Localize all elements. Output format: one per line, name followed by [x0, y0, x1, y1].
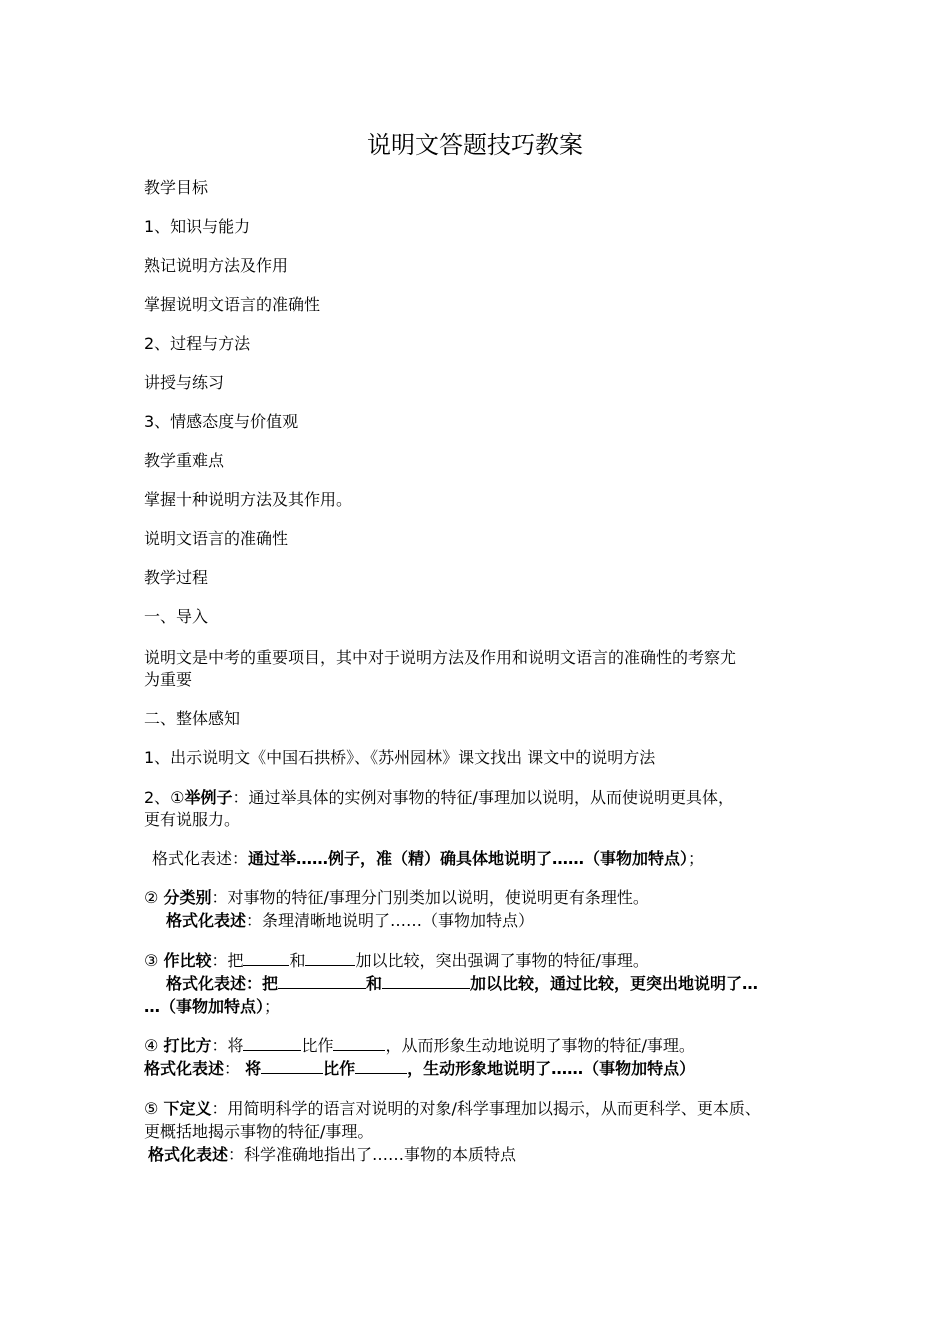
method-define-num: ⑤	[144, 1099, 159, 1118]
method-analogy-num: ④	[144, 1036, 159, 1055]
blank-line	[243, 1035, 301, 1051]
text-segment: 和	[289, 951, 306, 970]
text-segment: ，生动形象地说明了……（事物加特点）	[407, 1059, 696, 1078]
format-text: ：条理清晰地说明了……（事物加特点）	[246, 911, 535, 930]
goal-item-accuracy: 掌握说明文语言的准确性	[144, 295, 321, 314]
format-text: 通过举……例子，准（精）确具体地说明了……（事物加特点）	[248, 849, 689, 868]
method-compare-format-line1	[166, 973, 846, 995]
goal-emotion-values: 3、情感态度与价值观	[144, 412, 299, 431]
text-segment: 比作	[301, 1036, 334, 1055]
section-overall-perception: 二、整体感知	[144, 709, 241, 728]
text-segment: 把	[262, 974, 279, 993]
method-classify-desc: ：对事物的特征/事理分门别类加以说明，使说明更有条理性。	[211, 888, 649, 907]
heading-key-points: 教学重难点	[144, 451, 225, 470]
document-title: 说明文答题技巧教案	[367, 131, 583, 159]
method-define-format	[148, 1144, 828, 1166]
method-compare-format-line2	[144, 996, 824, 1018]
method-define-line2: 更概括地揭示事物的特征/事理。	[144, 1122, 374, 1141]
method-define-name: 下定义	[163, 1099, 212, 1118]
blank-line	[333, 1035, 385, 1051]
blank-line	[305, 950, 355, 966]
method-compare-num: ③	[144, 951, 159, 970]
method-example-line1	[144, 787, 824, 809]
intro-paragraph-line2: 为重要	[144, 670, 193, 689]
goal-item-lecture: 讲授与练习	[144, 373, 225, 392]
text-segment: 加以比较，通过比较，更突出地说明了…	[470, 974, 759, 993]
heading-teaching-process: 教学过程	[144, 568, 209, 587]
heading-teaching-goals: 教学目标	[144, 178, 209, 197]
blank-line	[355, 1058, 407, 1074]
perception-item-1: 1、出示说明文《中国石拱桥》、《苏州园林》课文找出 课文中的说明方法	[144, 748, 656, 767]
method-classify-format	[166, 910, 846, 932]
method-example-desc: ：通过举具体的实例对事物的特征/事理加以说明，从而使说明更具体，	[232, 788, 734, 807]
text-segment: ：	[224, 1059, 241, 1078]
goal-item-methods: 熟记说明方法及作用	[144, 256, 289, 275]
text-segment: 将	[245, 1059, 262, 1078]
goal-knowledge-ability: 1、知识与能力	[144, 217, 251, 236]
method-analogy-name: 打比方	[163, 1036, 212, 1055]
text-segment: 和	[366, 974, 383, 993]
method-classify-num: ②	[144, 888, 159, 907]
intro-paragraph-line1: 说明文是中考的重要项目，其中对于说明方法及作用和说明文语言的准确性的考察尤	[144, 648, 737, 667]
text-segment: ：把	[211, 951, 244, 970]
method-analogy-line1	[144, 1035, 824, 1057]
format-label: 格式化表述：	[166, 974, 263, 993]
format-label: 格式化表述	[166, 911, 247, 930]
method-example-line2: 更有说服力。	[144, 810, 241, 829]
text-segment: ，从而形象生动地说明了事物的特征/事理。	[385, 1036, 695, 1055]
format-label: 格式化表述	[144, 1059, 225, 1078]
text-segment: 比作	[323, 1059, 356, 1078]
format-label: 格式化表述：	[152, 849, 249, 868]
text-segment: …（事物加特点）	[144, 997, 265, 1016]
method-analogy-format	[144, 1058, 824, 1080]
method-example-name: 举例子	[184, 788, 233, 807]
format-label: 格式化表述	[148, 1145, 229, 1164]
method-compare-line1	[144, 950, 824, 972]
method-example-format	[152, 848, 832, 870]
method-classify-name: 分类别	[163, 888, 212, 907]
text-segment: ；	[264, 997, 281, 1016]
method-define-line1	[144, 1098, 824, 1120]
blank-line	[382, 973, 470, 989]
blank-line	[278, 973, 366, 989]
method-example-prefix: 2、①	[144, 788, 185, 807]
text-segment: ：将	[211, 1036, 244, 1055]
key-point-methods: 掌握十种说明方法及其作用。	[144, 490, 353, 509]
method-classify-line1	[144, 887, 824, 909]
format-text: ：科学准确地指出了……事物的本质特点	[228, 1145, 517, 1164]
blank-line	[243, 950, 289, 966]
format-end: ；	[688, 849, 705, 868]
section-introduction: 一、导入	[144, 607, 209, 626]
method-define-desc: ：用简明科学的语言对说明的对象/科学事理加以揭示，从而更科学、更本质、	[211, 1099, 761, 1118]
blank-line	[261, 1058, 323, 1074]
text-segment: 加以比较，突出强调了事物的特征/事理。	[355, 951, 649, 970]
goal-process-method: 2、过程与方法	[144, 334, 251, 353]
key-point-accuracy: 说明文语言的准确性	[144, 529, 289, 548]
method-compare-name: 作比较	[163, 951, 212, 970]
